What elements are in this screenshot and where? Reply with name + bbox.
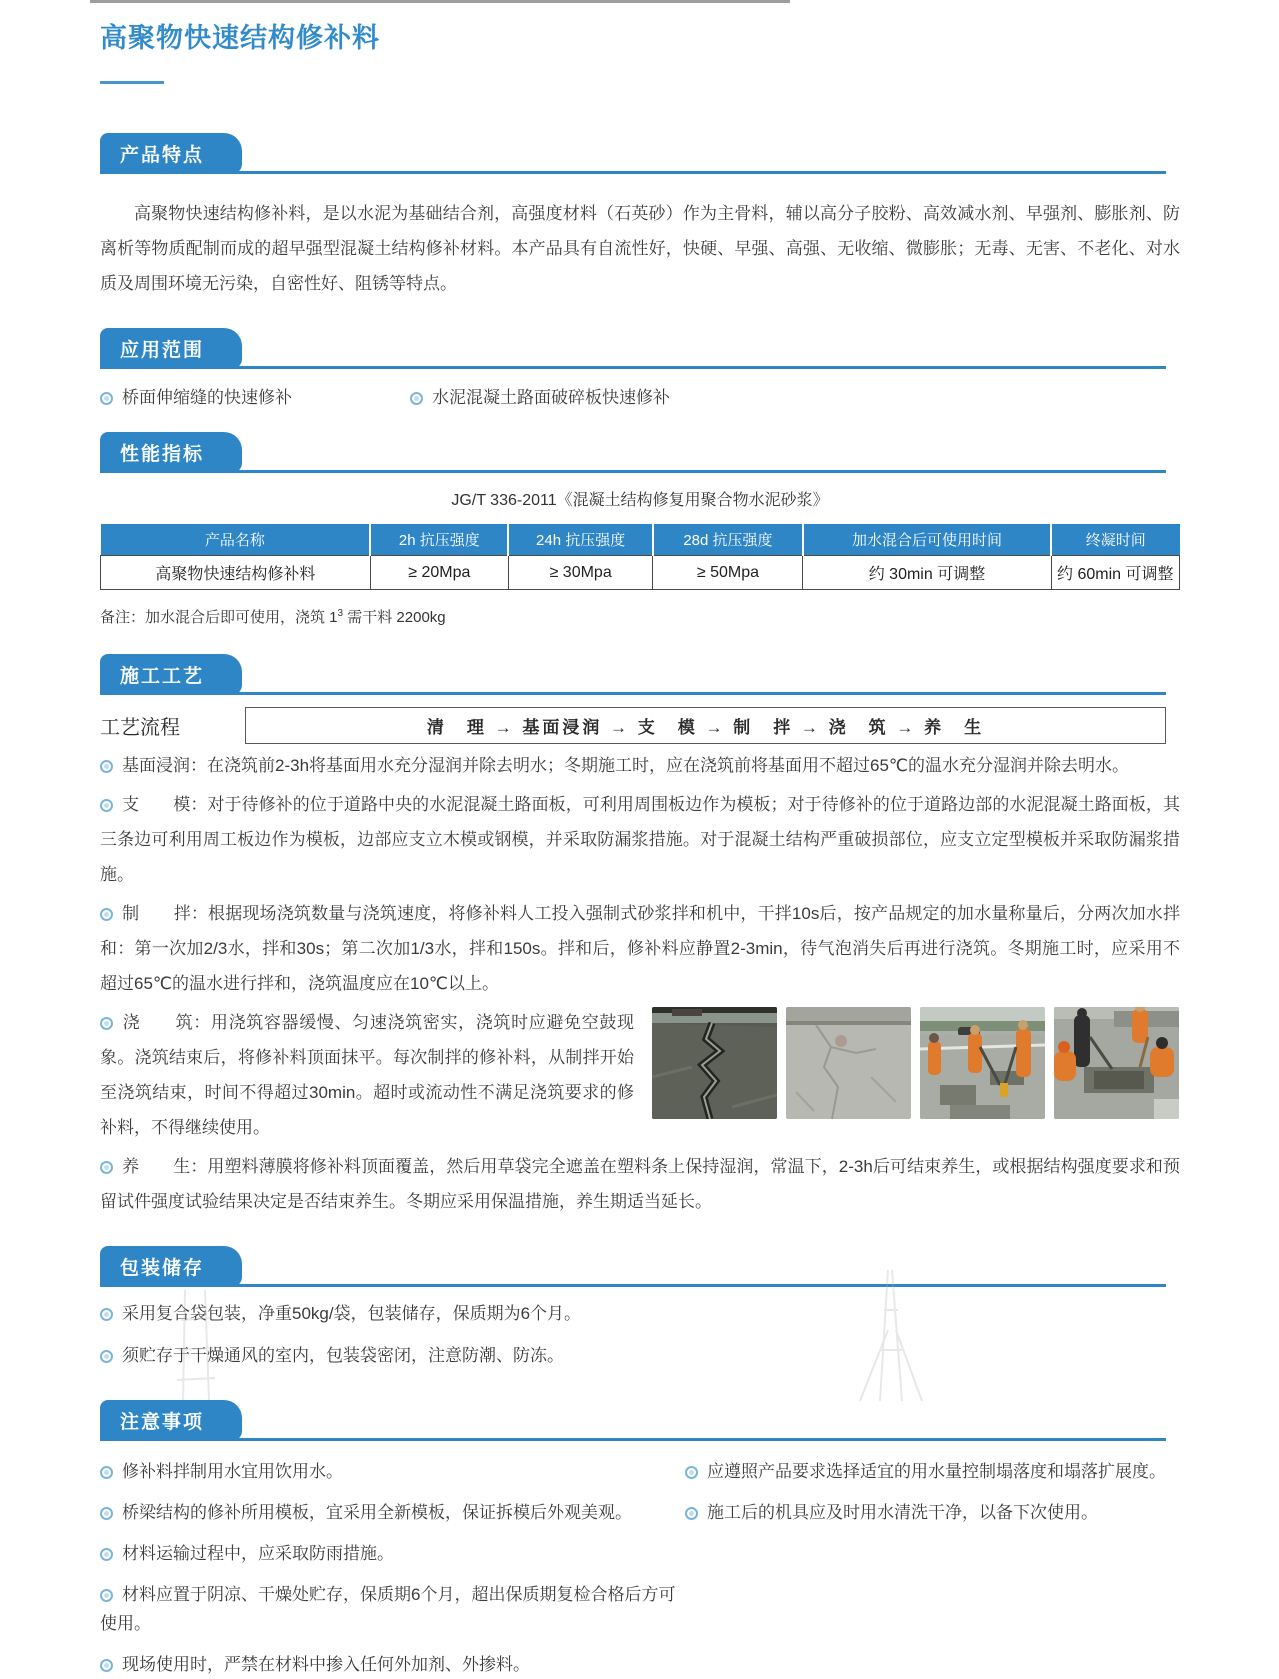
process-step-text: 制 拌：根据现场浇筑数量与浇筑速度，将修补料人工投入强制式砂浆拌和机中，干拌10s后，按产品规定的加水量称量后，分两次加水拌和：第一次加2/3水，拌和30s；第二次加1/3水，拌和150s。拌和后，修补料应静置2-3min，待气泡消失后再进行浇筑。冬期施工时，应采用不超过65℃的温水进行拌和，浇筑温度应在10℃以上。 (100, 904, 1180, 993)
table-header-cell: 加水混合后可使用时间 (803, 524, 1051, 556)
process-flow-row (100, 707, 1180, 744)
features-badge: 产品特点 (100, 133, 242, 174)
table-cell: ≥ 20Mpa (370, 556, 508, 590)
table-header-cell: 2h 抗压强度 (370, 524, 508, 556)
application-badge: 应用范围 (100, 328, 242, 369)
table-note (100, 606, 1180, 627)
site-photos-strip (652, 1007, 1180, 1119)
standard-reference: JG/T 336-2011《混凝土结构修复用聚合物水泥砂浆》 (451, 492, 829, 509)
ring-bullet-icon (100, 1308, 113, 1321)
ring-bullet-icon (100, 908, 113, 921)
flow-label: 工艺流程 (100, 717, 180, 739)
packaging-badge: 包装储存 (100, 1246, 242, 1287)
road-repair-workers-photo (920, 1007, 1045, 1119)
list-item (100, 383, 410, 413)
process-step (100, 787, 1180, 892)
note-item-text: 现场使用时，严禁在材料中掺入任何外加剂、外掺料。 (122, 1655, 530, 1674)
ring-bullet-icon (410, 392, 423, 405)
table-cell: 约 60min 可调整 (1051, 556, 1179, 590)
list-item (100, 1341, 1180, 1371)
table-note-superscript: 3 (337, 608, 344, 619)
ring-bullet-icon (100, 1350, 113, 1363)
packaging-item-text: 采用复合袋包装，净重50kg/袋，包装储存，保质期为6个月。 (122, 1304, 582, 1323)
table-row (101, 556, 1180, 590)
process-step-text: 浇 筑：用浇筑容器缓慢、匀速浇筑密实，浇筑时应避免空鼓现象。浇筑结束后，将修补料顶面抹平。每次制拌的修补料，从制拌开始至浇筑结束，时间不得超过30min。超时或流动性不满足浇筑要求的修补料，不得继续使用。 (100, 1013, 634, 1137)
table-header-cell: 28d 抗压强度 (653, 524, 803, 556)
list-item (100, 1457, 685, 1486)
performance-badge: 性能指标 (100, 432, 242, 473)
application-item-text: 水泥混凝土路面破碎板快速修补 (432, 388, 670, 407)
list-item (100, 1650, 685, 1679)
table-header-cell: 24h 抗压强度 (508, 524, 653, 556)
list-item (100, 1580, 685, 1638)
ring-bullet-icon (100, 392, 113, 405)
ring-bullet-icon (100, 1466, 113, 1479)
page-title: 高聚物快速结构修补料 (100, 23, 380, 53)
packaging-items (100, 1299, 1180, 1371)
section-header-application (100, 331, 1180, 369)
table-cell: 高聚物快速结构修补料 (101, 556, 371, 590)
note-item-text: 修补料拌制用水宜用饮用水。 (122, 1462, 343, 1481)
ring-bullet-icon (100, 1017, 113, 1030)
notes-badge: 注意事项 (100, 1400, 242, 1441)
table-cell: ≥ 30Mpa (508, 556, 653, 590)
process-step (100, 748, 1180, 783)
ring-bullet-icon (100, 1659, 113, 1672)
process-badge: 施工工艺 (100, 654, 242, 695)
process-step (100, 896, 1180, 1001)
process-step-text: 养 生：用塑料薄膜将修补料顶面覆盖，然后用草袋完全遮盖在塑料条上保持湿润，常温下，2-3h后可结束养生，或根据结构强度要求和预留试件强度试验结果决定是否结束养生。冬期应采用保温措施，养生期适当延长。 (100, 1157, 1180, 1211)
table-header-cell: 终凝时间 (1051, 524, 1179, 556)
section-header-features (100, 136, 1180, 174)
ring-bullet-icon (100, 1507, 113, 1520)
list-item (685, 1498, 1180, 1527)
list-item (100, 1299, 1180, 1329)
process-step-text: 基面浸润：在浇筑前2-3h将基面用水充分湿润并除去明水；冬期施工时，应在浇筑前将基面用不超过65℃的温水充分湿润并除去明水。 (122, 756, 1130, 775)
cracked-concrete-light-photo (786, 1007, 911, 1119)
section-header-notes (100, 1403, 1180, 1441)
process-step-text: 支 模：对于待修补的位于道路中央的水泥混凝土路面板，可利用周围板边作为模板；对于待修补的位于道路边部的水泥混凝土路面板，其三条边可利用周工板边作为模板，边部应支立木模或钢模，并采取防漏浆措施。对于混凝土结构严重破损部位，应支立定型模板并采取防漏浆措施。 (100, 795, 1180, 884)
note-item-text: 施工后的机具应及时用水清洗干净，以备下次使用。 (707, 1503, 1098, 1522)
note-item-text: 桥梁结构的修补所用模板，宜采用全新模板，保证拆模后外观美观。 (122, 1503, 632, 1522)
concrete-repair-workers-photo (1054, 1007, 1179, 1119)
list-item (100, 1539, 685, 1568)
section-header-performance (100, 435, 1180, 473)
flow-diagram-box: 清 理 → 基面浸润 → 支 模 → 制 拌 → 浇 筑 → 养 生 (245, 707, 1166, 744)
note-item-text: 材料运输过程中，应采取防雨措施。 (122, 1544, 394, 1563)
table-note-text: 需干料 2200kg (343, 609, 446, 626)
application-item-text: 桥面伸缩缝的快速修补 (122, 388, 292, 407)
datasheet-page (100, 0, 1180, 1679)
notes-right-column (685, 1445, 1180, 1679)
process-step (100, 1149, 1180, 1219)
features-paragraph: 高聚物快速结构修补料，是以水泥为基础结合剂，高强度材料（石英砂）作为主骨料，辅以高分子胶粉、高效减水剂、早强剂、膨胀剂、防离析等物质配制而成的超早强型混凝土结构修补材料。本产品具有自流性好，快硬、早强、高强、无收缩、微膨胀；无毒、无害、不老化、对水质及周围环境无污染，自密性好、阻锈等特点。 (100, 204, 1180, 293)
application-items (100, 383, 1180, 413)
ring-bullet-icon (100, 760, 113, 773)
note-item-text: 应遵照产品要求选择适宜的用水量控制塌落度和塌落扩展度。 (707, 1462, 1166, 1481)
ring-bullet-icon (100, 1589, 113, 1602)
section-header-process (100, 657, 1180, 695)
list-item (685, 1457, 1180, 1486)
packaging-item-text: 须贮存于干燥通风的室内，包装袋密闭，注意防潮、防冻。 (122, 1346, 564, 1365)
notes-left-column (100, 1445, 685, 1679)
table-cell: ≥ 50Mpa (653, 556, 803, 590)
table-header-row (101, 524, 1180, 556)
table-note-text: 备注：加水混合后即可使用，浇筑 1 (100, 609, 338, 626)
ring-bullet-icon (100, 1548, 113, 1561)
cracked-pavement-dark-photo (652, 1007, 777, 1119)
ring-bullet-icon (100, 1161, 113, 1174)
table-cell: 约 30min 可调整 (803, 556, 1051, 590)
ring-bullet-icon (685, 1466, 698, 1479)
notes-columns (100, 1445, 1180, 1679)
table-header-cell: 产品名称 (101, 524, 371, 556)
ring-bullet-icon (685, 1507, 698, 1520)
performance-table (100, 524, 1180, 590)
note-item-text: 材料应置于阴凉、干燥处贮存，保质期6个月，超出保质期复检合格后方可使用。 (100, 1585, 676, 1633)
section-header-packaging (100, 1249, 1180, 1287)
ring-bullet-icon (100, 799, 113, 812)
list-item (100, 1498, 685, 1527)
list-item (410, 383, 670, 413)
